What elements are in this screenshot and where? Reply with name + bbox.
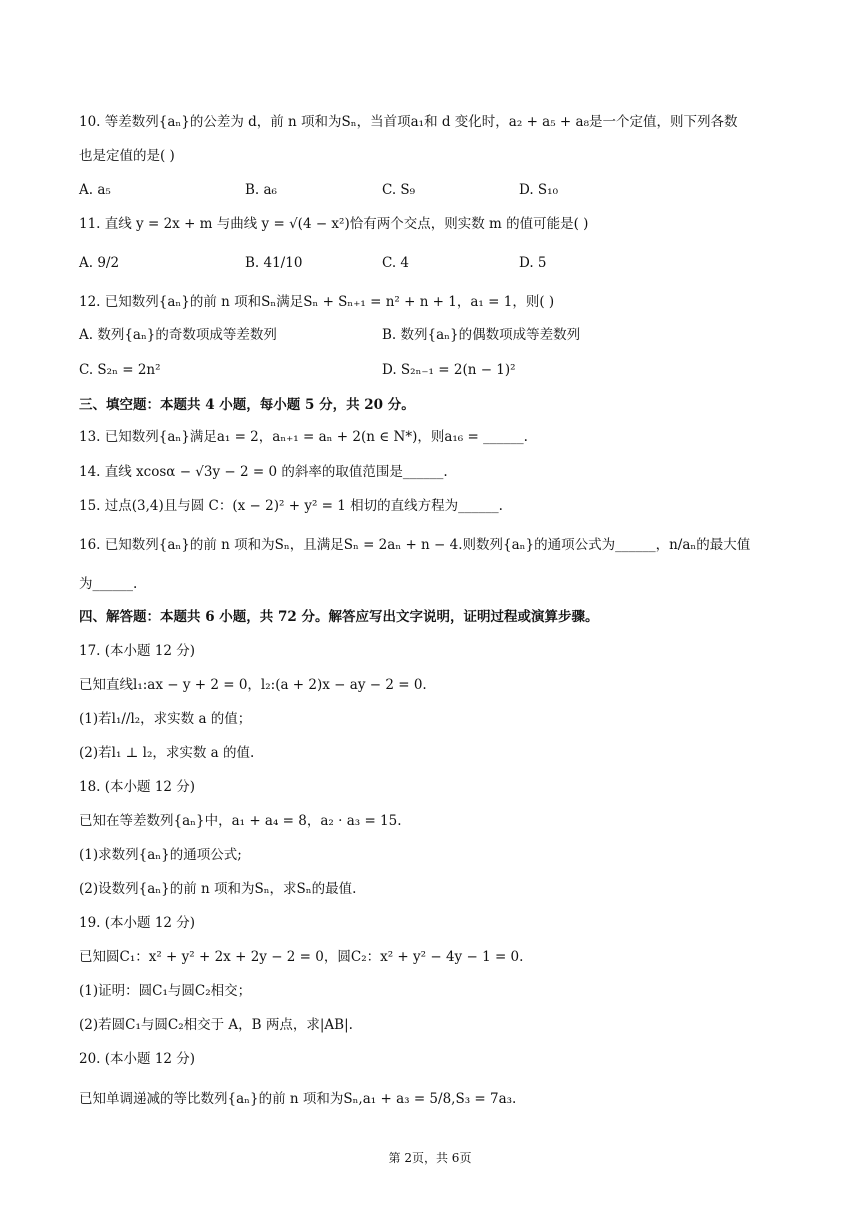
q10-option-c: C. S₉ — [382, 182, 416, 198]
q19-stem: 已知圆C₁：x² + y² + 2x + 2y − 2 = 0，圆C₂：x² + y² − 4y − 1 = 0. — [79, 949, 524, 965]
q17-part1: (1)若l₁//l₂，求实数 a 的值； — [79, 711, 252, 727]
q18-part1: (1)求数列{aₙ}的通项公式; — [79, 847, 242, 863]
q18-part2: (2)设数列{aₙ}的前 n 项和为Sₙ，求Sₙ的最值. — [79, 881, 357, 897]
q16-line2: 为______. — [79, 576, 138, 592]
q16-line1: 16. 已知数列{aₙ}的前 n 项和为Sₙ，且满足Sₙ = 2aₙ + n − 4.则数列{aₙ}的通项公式为______，n/aₙ的最大值 — [79, 537, 751, 553]
q19-header: 19. (本小题 12 分) — [79, 915, 196, 931]
q20-header: 20. (本小题 12 分) — [79, 1051, 196, 1067]
q19-part1: (1)证明：圆C₁与圆C₂相交； — [79, 983, 252, 999]
q15: 15. 过点(3,4)且与圆 C：(x − 2)² + y² = 1 相切的直线方程为______. — [79, 498, 503, 514]
q11-stem: 11. 直线 y = 2x + m 与曲线 y = √(4 − x²)恰有两个交点，则实数 m 的值可能是( ) — [79, 216, 589, 232]
q14: 14. 直线 xcosα − √3y − 2 = 0 的斜率的取值范围是______. — [79, 464, 448, 480]
q12-option-c: C. S₂ₙ = 2n² — [79, 362, 161, 378]
q12-option-a: A. 数列{aₙ}的奇数项成等差数列 — [79, 327, 277, 343]
q12-stem: 12. 已知数列{aₙ}的前 n 项和Sₙ满足Sₙ + Sₙ₊₁ = n² + n + 1，a₁ = 1，则( ) — [79, 294, 555, 310]
q18-stem: 已知在等差数列{aₙ}中，a₁ + a₄ = 8，a₂ · a₃ = 15. — [79, 813, 402, 829]
q17-header: 17. (本小题 12 分) — [79, 643, 196, 659]
q10-option-d: D. S₁₀ — [519, 182, 558, 198]
section-3-heading: 三、填空题：本题共 4 小题，每小题 5 分，共 20 分。 — [79, 397, 415, 413]
section-4-heading: 四、解答题：本题共 6 小题，共 72 分。解答应写出文字说明，证明过程或演算步骤。 — [79, 609, 599, 625]
q20-stem: 已知单调递减的等比数列{aₙ}的前 n 项和为Sₙ,a₁ + a₃ = 5/8,S₃ = 7a₃. — [79, 1091, 517, 1107]
q12-option-d: D. S₂ₙ₋₁ = 2(n − 1)² — [382, 362, 516, 378]
q17-part2: (2)若l₁ ⊥ l₂，求实数 a 的值. — [79, 745, 255, 761]
q19-part2: (2)若圆C₁与圆C₂相交于 A，B 两点，求|AB|. — [79, 1017, 353, 1033]
q11-option-c: C. 4 — [382, 255, 410, 271]
q13: 13. 已知数列{aₙ}满足a₁ = 2，aₙ₊₁ = aₙ + 2(n ∈ N*)，则a₁₆ = ______. — [79, 429, 528, 445]
q10-stem-line2: 也是定值的是( ) — [79, 148, 175, 164]
q11-option-a: A. 9/2 — [79, 255, 120, 271]
q10-option-b: B. a₆ — [245, 182, 277, 198]
q18-header: 18. (本小题 12 分) — [79, 779, 196, 795]
q11-option-b: B. 41/10 — [245, 255, 303, 271]
q10-stem-line1: 10. 等差数列{aₙ}的公差为 d，前 n 项和为Sₙ，当首项a₁和 d 变化时，a₂ + a₅ + a₈是一个定值，则下列各数 — [79, 114, 738, 130]
q10-option-a: A. a₅ — [79, 182, 111, 198]
page-footer: 第 2页，共 6页 — [388, 1151, 472, 1165]
q11-option-d: D. 5 — [519, 255, 547, 271]
q12-option-b: B. 数列{aₙ}的偶数项成等差数列 — [382, 327, 581, 343]
q17-stem: 已知直线l₁:ax − y + 2 = 0，l₂:(a + 2)x − ay − 2 = 0. — [79, 677, 427, 693]
